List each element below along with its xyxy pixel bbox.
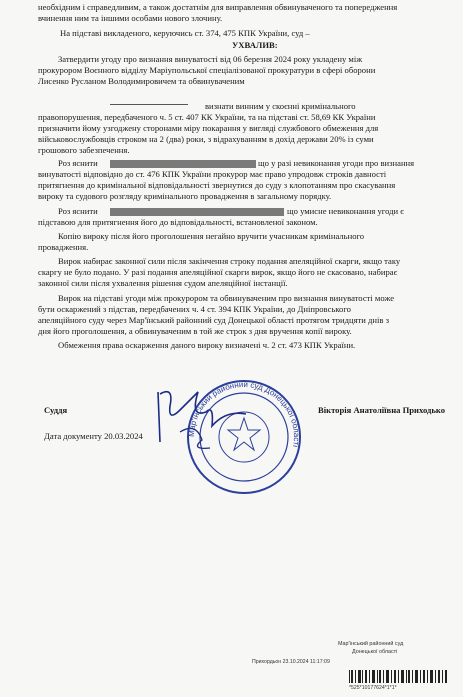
footer-received: Прихордьон 23.10.2024 11:17:09 <box>252 659 330 665</box>
barcode <box>349 670 447 683</box>
footer-court: Мар'їнський районний суд <box>338 641 404 647</box>
text-line: дня його проголошення, а обвинуваченим в той же строк з дня вручення копії вироку. <box>38 326 352 336</box>
text-line: Лисенко Русланом Володимировичем та обвинуваченим <box>38 76 245 86</box>
footer-region: Донецької області <box>352 649 398 655</box>
text-line: апеляційного суду через Мар'їнський районний суд Донецької області протягом тридцяти днів з <box>38 315 390 325</box>
text-line: що у разі невиконання угоди про визнання <box>258 158 415 168</box>
text-line: що умисне невиконання угоди є <box>287 206 404 216</box>
text-line: вчинення ним та іншими особами нового злочину. <box>38 13 223 23</box>
text-line: законної сили після ухвалення рішення судом апеляційної інстанції. <box>38 278 288 288</box>
redaction <box>110 208 284 216</box>
text-line: скаргу не було подано. У разі подання апеляційної скарги вирок, якщо його не скасовано, набирає <box>38 267 398 277</box>
text-line: підставою для притягнення його до відповідальності, встановленої законом. <box>38 217 318 227</box>
document-date: Дата документу 20.03.2024 <box>44 431 143 441</box>
text-line: призначити йому узгоджену сторонами міру покарання у вигляді службового обмеження для <box>38 123 379 133</box>
redaction-underline <box>110 104 188 105</box>
text-line: Роз яснити <box>58 158 98 168</box>
text-line: Обмеження права оскарження даного вироку визначені ч. 2 ст. 473 КПК України. <box>58 340 356 350</box>
text-line: бути оскаржений з підстав, передбачених ч. 4 ст. 394 КПК України, до Дніпровського <box>38 304 351 314</box>
text-line: Вирок набирає законної сили після закінчення строку подання апеляційної скарги, якщо таку <box>58 256 401 266</box>
basis-line: На підставі викладеного, керуючись ст. 374, 475 КПК України, суд – <box>60 28 310 38</box>
stamp-text: Мар'їнський районний суд Донецької області <box>186 379 302 448</box>
text-line: Роз яснити <box>58 206 98 216</box>
text-line: Затвердити угоду про визнання винуватості від 06 березня 2024 року укладену між <box>58 54 363 64</box>
signature <box>150 382 260 462</box>
text-line: притягнення до кримінальної відповідальності звернутися до суду з клопотанням про скасування <box>38 180 396 190</box>
judge-label: Суддя <box>44 405 68 415</box>
text-line: вироку та судового розгляду кримінального провадження в загальному порядку. <box>38 191 332 201</box>
text-line: визнати винним у скоєнні кримінального <box>205 101 356 111</box>
judge-name: Вікторія Анатоліївна Приходько <box>318 405 446 415</box>
text-line: необхідним і справедливим, а також достатнім для виправлення обвинуваченого та попередження <box>38 2 398 12</box>
text-line: провадження. <box>38 242 89 252</box>
text-line: військовослужбовців строком на 2 (два) роки, з відрахуванням в дохід держави 20% із суми <box>38 134 374 144</box>
text-line: прокурором Воєнного відділу Маріупольської спеціалізованої прокуратури в сфері оборони <box>38 65 376 75</box>
text-line: Копію вироку після його проголошення негайно вручити учасникам кримінального <box>58 231 365 241</box>
text-line: грошового забезпечення. <box>38 145 130 155</box>
text-line: винуватості відповідно до ст. 476 КПК України прокурор має право упродовж строків давності <box>38 169 387 179</box>
decision-heading: УХВАЛИВ: <box>232 40 278 50</box>
text-line: правопорушення, передбаченого ч. 5 ст. 407 КК України, та на підставі ст. 58,69 КК України <box>38 112 376 122</box>
footer-code: *525*10177624*1*1* <box>349 685 397 691</box>
text-line: Вирок на підставі угоди між прокурором та обвинуваченим про визнання винуватості може <box>58 293 395 303</box>
redaction <box>110 160 256 168</box>
